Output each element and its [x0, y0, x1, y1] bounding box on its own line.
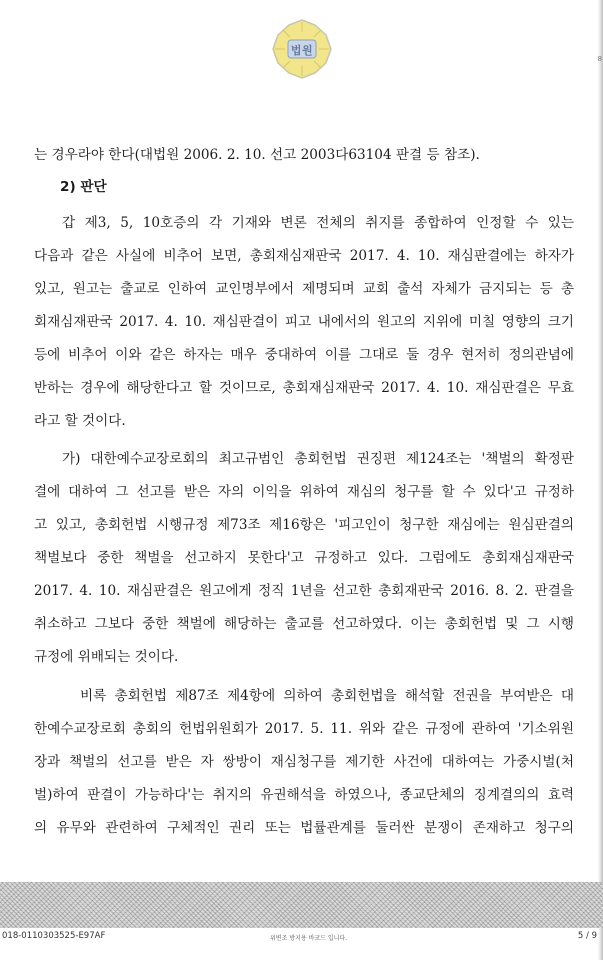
seal-text: 법원: [290, 44, 314, 57]
text-line: 는 경우라야 한다(대법원 2006. 2. 10. 선고 2003다63104 판결 등 참조).: [34, 147, 480, 163]
barcode-notice: 위변조 방지용 바코드 입니다.: [270, 935, 348, 942]
text-line: 가) 대한예수교장로회의 최고규범인 총회헌법 권징편 제124조는 '책벌의 확정판: [62, 451, 574, 467]
page-edge-shadow: [598, 0, 603, 960]
court-seal-emblem: [271, 18, 333, 80]
text-line: 장과 책벌의 선고를 받은 자 쌍방이 재심청구를 제기한 사건에 대하여는 가중시벌(처: [34, 754, 574, 770]
document-id: 018-0110303525-E97AF: [2, 931, 106, 941]
text-line: 벌)하여 판결이 가능하다'는 취지의 유권해석을 하였으나, 종교단체의 징계결의의 효력: [34, 787, 574, 803]
text-line: 결에 대하여 그 선고를 받은 자의 이익을 위하여 재심의 청구를 할 수 있다'고 규정하: [34, 484, 574, 500]
edge-mark: 8: [597, 55, 602, 63]
text-line: 취소하고 그보다 중한 책벌에 해당하는 출교를 선고하였다. 이는 총회헌법 및 그 시행: [34, 616, 574, 632]
anti-forgery-barcode: [0, 882, 603, 928]
text-line: 갑 제3, 5, 10호증의 각 기재와 변론 전체의 취지를 종합하여 인정할 수 있는: [62, 215, 574, 231]
text-line: 한예수교장로회 총회의 헌법위원회가 2017. 5. 11. 위와 같은 규정에 관하여 '기소위원: [34, 721, 574, 737]
text-line: 규정에 위배되는 것이다.: [34, 649, 179, 665]
text-line: 책벌보다 중한 책벌을 선고하지 못한다'고 규정하고 있다. 그럼에도 총회재심재판국: [34, 550, 574, 566]
text-line: 회재심재판국 2017. 4. 10. 재심판결이 피고 내에서의 원고의 지위에 미칠 영향의 크기: [34, 314, 574, 330]
text-line: 비록 총회헌법 제87조 제4항에 의하여 총회헌법을 해석할 전권을 부여받은 대: [80, 688, 574, 704]
text-line: 라고 할 것이다.: [34, 413, 126, 429]
section-heading: 2) 판단: [60, 179, 107, 195]
text-line: 고 있고, 총회헌법 시행규정 제73조 제16항은 '피고인이 청구한 재심에는 원심판결의: [34, 517, 574, 533]
text-line: 반하는 경우에 해당한다고 할 것이므로, 총회재심재판국 2017. 4. 10. 재심판결은 무효: [34, 380, 574, 396]
text-line: 의 유무와 관련하여 구체적인 권리 또는 법률관계를 둘러싼 분쟁이 존재하고 청구의: [34, 820, 574, 836]
text-line: 있고, 원고는 출교로 인하여 교인명부에서 제명되며 교회 출석 자체가 금지되는 등 총: [34, 281, 574, 297]
text-line: 다음과 같은 사실에 비추어 보면, 총회재심재판국 2017. 4. 10. 재심판결에는 하자가: [34, 248, 574, 264]
text-line: 2017. 4. 10. 재심판결은 원고에게 정직 1년을 선고한 총회재판국 2016. 8. 2. 판결을: [34, 583, 574, 599]
page-number: 5 / 9: [577, 931, 597, 941]
text-line: 등에 비추어 이와 같은 하자는 매우 중대하여 이를 그대로 둘 경우 현저히 정의관념에: [34, 347, 574, 363]
